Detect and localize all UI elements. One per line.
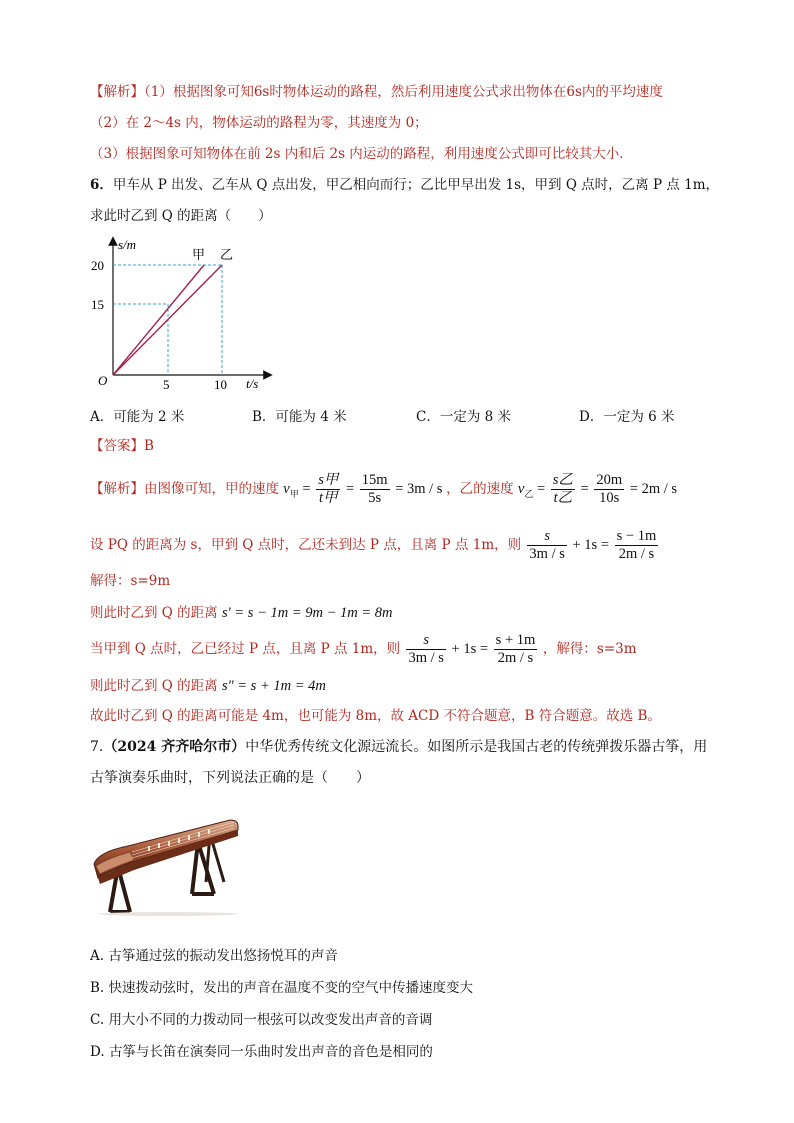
y-tick-15: 15 — [91, 297, 104, 312]
prev-analysis-line1: 【解析】（1）根据图象可知6s时物体运动的路程，然后利用速度公式求出物体在6s内的平均速度 — [90, 84, 663, 100]
x-tick-5: 5 — [163, 377, 170, 392]
q6-dist1: 则此时乙到 Q 的距离 s′ = s − 1m = 9m − 1m = 8m — [90, 605, 393, 621]
origin-label: O — [98, 373, 108, 388]
v-jia-formula: $v_甲$ = $\frac{\text{s甲}}{\text{t甲}}$ = $\frac{15m}{5s}$ = 3m / s — [283, 472, 443, 507]
case1-equation: $\frac{s}{3m / s}$ + 1s = $\frac{s - 1m}{2m / s}$ — [529, 528, 657, 563]
q6-option-a[interactable]: A．可能为 2 米 — [90, 409, 185, 425]
analysis-tag: 【解析】 — [90, 84, 144, 100]
x-tick-10: 10 — [214, 377, 227, 392]
prev-analysis-line3: （3）根据图象可知物体在前 2s 内和后 2s 内运动的路程，利用速度公式即可比较其大小． — [90, 146, 633, 162]
q7-option-d[interactable]: D. 古筝与长笛在演奏同一乐曲时发出声音的音色是相同的 — [90, 1044, 433, 1060]
q7-stem-line2: 古筝演奏乐曲时，下列说法正确的是（ ） — [90, 770, 370, 786]
q7-option-b[interactable]: B. 快速拨动弦时，发出的声音在温度不变的空气中传播速度变大 — [90, 980, 474, 996]
q6-number: 6． — [90, 177, 113, 193]
q7-stem-line1: 7.（2024 齐齐哈尔市）中华优秀传统文化源远流长。如图所示是我国古老的传统弹拨乐器古筝，用 — [90, 739, 708, 755]
line-jia — [113, 265, 204, 375]
q7-option-c[interactable]: C. 用大小不同的力拨动同一根弦可以改变发出声音的音调 — [90, 1012, 433, 1028]
q6-dist2: 则此时乙到 Q 的距离 s″ = s + 1m = 4m — [90, 678, 326, 694]
q6-case2: 当甲到 Q 点时，乙已经过 P 点，且离 P 点 1m，则 $\frac{s}{3m / s}$ + 1s = $\frac{s + 1m}{2m / s}$ ，解得：s=3m — [90, 632, 637, 667]
q7-option-a[interactable]: A. 古筝通过弦的振动发出悠扬悦耳的声音 — [90, 948, 338, 964]
q6-stem-line2: 求此时乙到 Q 的距离（ ） — [90, 208, 272, 224]
q6-analysis-velocity: 【解析】由图像可知，甲的速度 $v_甲$ = $\frac{\text{s甲}}{\text{t甲}}$ = $\frac{15m}{5s}$ = 3m / s ，乙的速度 $v_乙$ = $\frac{\text{s乙}}{\text{t乙}}$ = $\frac{20m}{10s}$ = 2m / s — [90, 472, 678, 507]
q6-case1: 设 PQ 的距离为 s，甲到 Q 点时，乙还未到达 P 点，且离 P 点 1m，则 $\frac{s}{3m / s}$ + 1s = $\frac{s - 1m}{2m / s}$ — [90, 526, 660, 564]
case2-equation: $\frac{s}{3m / s}$ + 1s = $\frac{s + 1m}{2m / s}$ — [408, 632, 536, 667]
q7-source: （2024 齐齐哈尔市） — [103, 739, 246, 755]
line-yi — [113, 265, 222, 375]
q7-number: 7. — [90, 739, 104, 755]
label-yi: 乙 — [220, 247, 234, 262]
q6-option-d[interactable]: D．一定为 6 米 — [579, 409, 675, 425]
y-axis-label: s/m — [118, 237, 137, 252]
q6-option-b[interactable]: B．可能为 4 米 — [252, 409, 347, 425]
q6-option-c[interactable]: C．一定为 8 米 — [416, 409, 512, 425]
st-graph — [88, 235, 278, 395]
guzheng-image — [88, 812, 248, 917]
y-tick-20: 20 — [91, 258, 104, 273]
q6-stem-line1: 6．甲车从 P 出发、乙车从 Q 点出发，甲乙相向而行；乙比甲早出发 1s，甲到 Q 点时，乙离 P 点 1m， — [90, 177, 720, 193]
label-jia: 甲 — [192, 247, 206, 262]
q6-conclusion: 故此时乙到 Q 的距离可能是 4m，也可能为 8m，故 ACD 不符合题意，B 符合题意。故选 B。 — [90, 708, 661, 724]
v-yi-formula: $v_乙$ = $\frac{\text{s乙}}{\text{t乙}}$ = $\frac{20m}{10s}$ = 2m / s — [517, 472, 678, 507]
q6-answer: 【答案】B — [90, 438, 154, 454]
q6-solve1: 解得：s=9m — [90, 573, 171, 589]
x-axis-label: t/s — [246, 376, 259, 391]
prev-analysis-line2: （2）在 2～4s 内，物体运动的路程为零，其速度为 0； — [90, 115, 428, 131]
